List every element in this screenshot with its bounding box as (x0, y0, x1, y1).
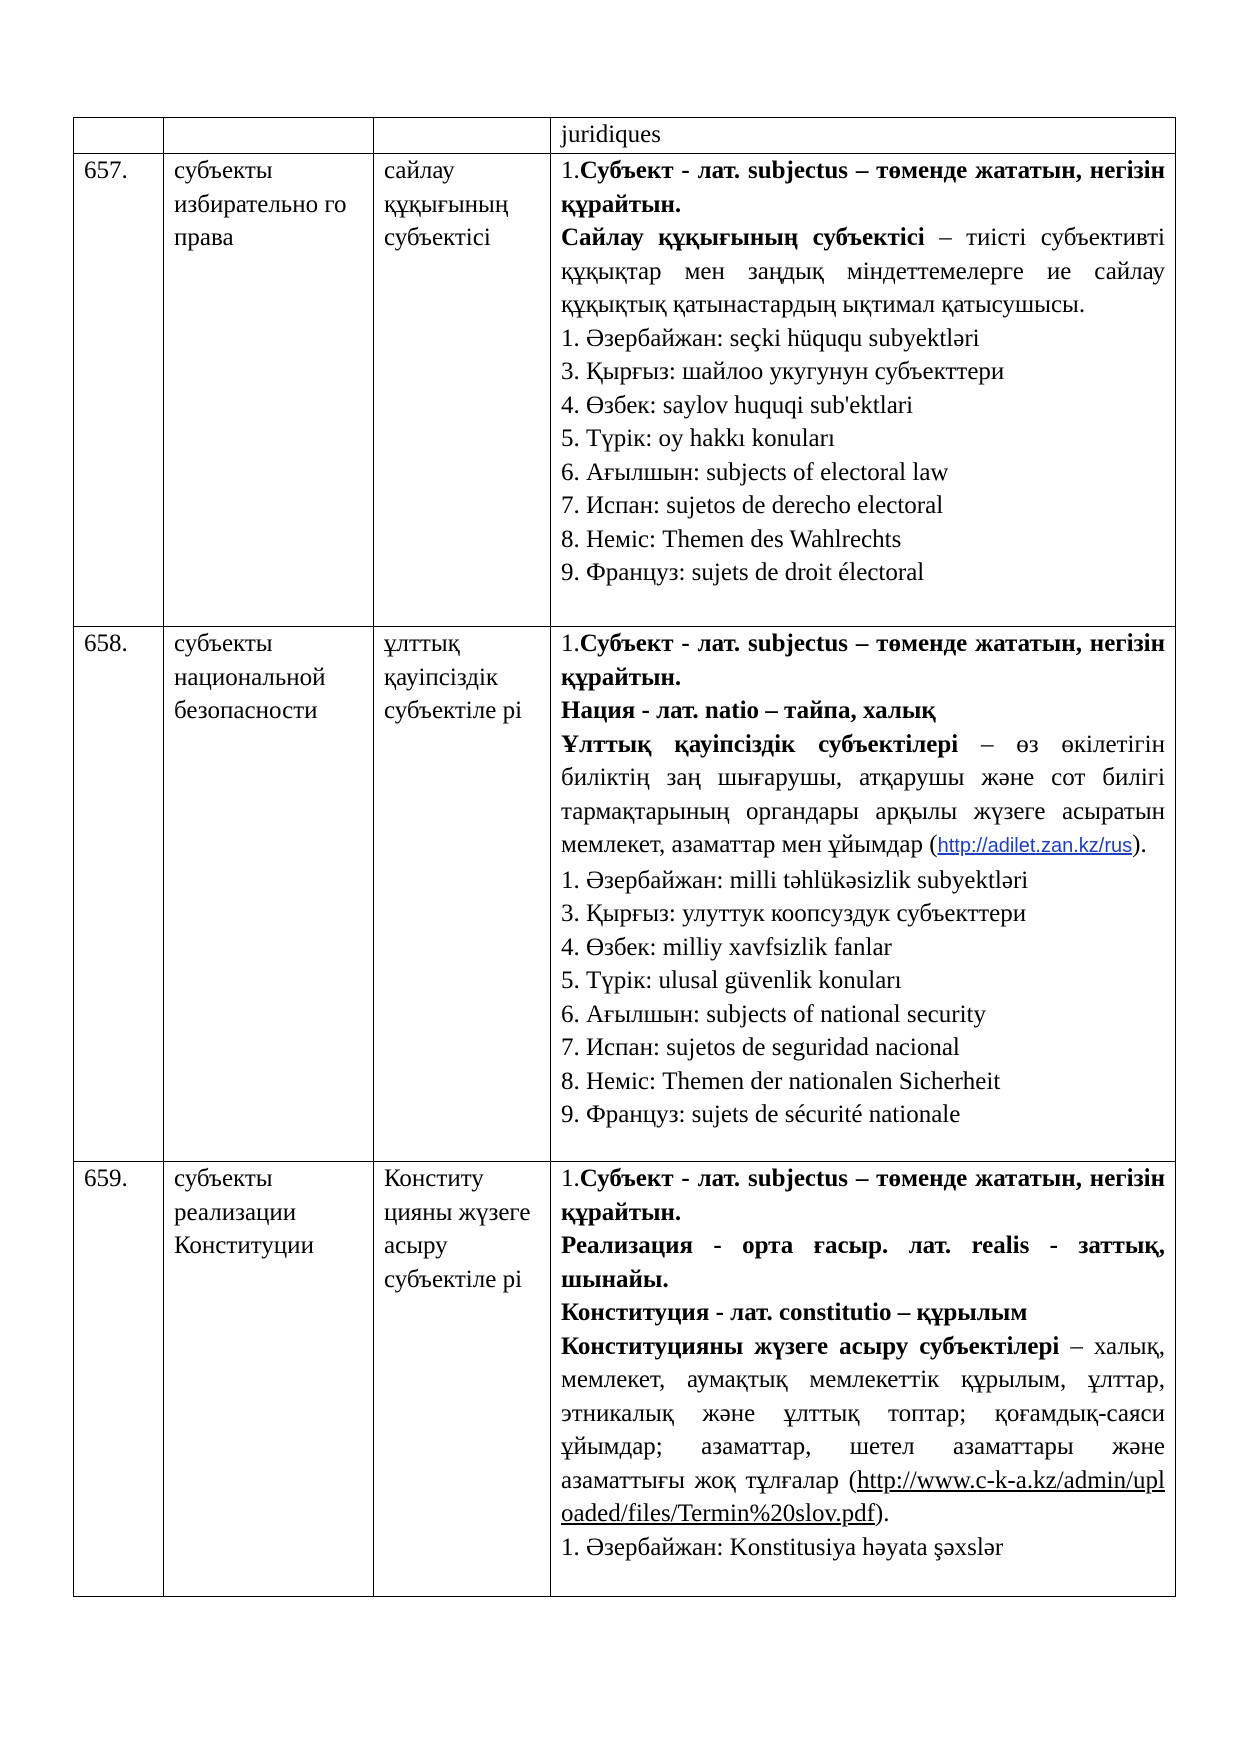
entry-number: 658. (74, 627, 164, 1162)
translation-line: 5. Түрік: oy hakkı konuları (561, 425, 835, 452)
translation-line: 7. Испан: sujetos de derecho electoral (561, 492, 944, 519)
translation-line: 9. Француз: sujets de sécurité nationale (561, 1101, 961, 1128)
kazakh-term (374, 118, 551, 154)
entry-number: 659. (74, 1162, 164, 1597)
translation-line: 9. Француз: sujets de droit électoral (561, 559, 925, 586)
glossary-table (73, 117, 1176, 1597)
russian-term: субъекты национальной безопасности (164, 627, 374, 1162)
source-link[interactable]: http://www.c-k-a.kz/admin/uploaded/files/Termin%20slov.pdf (561, 1466, 1165, 1527)
definition-cell (551, 1162, 1176, 1597)
table-row (74, 154, 1176, 627)
kazakh-term: сайлау құқығының субъектісі (374, 154, 551, 627)
russian-term (164, 118, 374, 154)
translation-line: 6. Ағылшын: subjects of national security (561, 1000, 986, 1028)
translation-line: 8. Неміс: Themen des Wahlrechts (561, 525, 902, 553)
translation-line: juridiques (561, 121, 661, 148)
definition-cell (551, 627, 1176, 1162)
translation-line: 5. Түрік: ulusal güvenlik konuları (561, 967, 902, 994)
etymology-line: 1.Субъект - лат. subjectus – төменде жататын, негізін құрайтын. (561, 157, 1165, 218)
russian-term: субъекты реализации Конституции (164, 1162, 374, 1597)
term-definition: Ұлттық қауіпсіздік субъектілері – өз өкілетігін биліктің заң шығарушы, атқарушы және сот билігі тармақтарының органдары арқылы жүзеге асыратын мемлекет, азаматтар мен ұйымдар (http://adilet.zan.kz/rus). (561, 730, 1165, 858)
definition-cell (551, 118, 1176, 154)
translation-list (561, 1531, 1165, 1565)
etymology-line: Конституция - лат. constitutio – құрылым (561, 1299, 1028, 1326)
translation-line: 4. Өзбек: saylov huquqi sub'ektlari (561, 391, 914, 419)
translation-list (561, 322, 1165, 590)
etymology-line: 1.Субъект - лат. subjectus – төменде жататын, негізін құрайтын. (561, 630, 1165, 691)
etymology-line: Реализация - орта ғасыр. лат. realis - заттық, шынайы. (561, 1232, 1165, 1293)
russian-term: субъекты избирательно го права (164, 154, 374, 627)
definition-cell (551, 154, 1176, 627)
translation-line: 4. Өзбек: milliy xavfsizlik fanlar (561, 933, 892, 961)
table-row (74, 118, 1176, 154)
translation-line: 1. Әзербайжан: milli təhlükəsizlik subyektləri (561, 866, 1029, 894)
term-definition: Сайлау құқығының субъектісі – тиісті субъективті құқықтар мен заңдық міндеттемелерге ие сайлау құқықтық қатынастардың ықтимал қатысушысы. (561, 224, 1165, 318)
table-row (74, 627, 1176, 1162)
translation-line: 6. Ағылшын: subjects of electoral law (561, 458, 949, 486)
entry-number: 657. (74, 154, 164, 627)
table-row (74, 1162, 1176, 1597)
entry-number (74, 118, 164, 154)
translation-line: 1. Әзербайжан: seçki hüququ subyektləri (561, 324, 980, 352)
translation-list (561, 864, 1165, 1132)
kazakh-term: Конститу цияны жүзеге асыру субъектіле рі (374, 1162, 551, 1597)
etymology-line: Нация - лат. natio – тайпа, халық (561, 697, 936, 724)
translation-line: 3. Қырғыз: улуттук коопсуздук субъекттери (561, 900, 1027, 927)
term-definition: Конституцияны жүзеге асыру субъектілері – халық, мемлекет, аумақтық мемлекеттік құрылым, ұлттар, этникалық және ұлттық топтар; қоғамдық-саяси ұйымдар; азаматтар, шетел азаматтары және азаматтығы жоқ тұлғалар (http://www.c-k-a.kz/admin/uploaded/files/Termin%20slov.pdf). (561, 1332, 1166, 1527)
translation-line: 7. Испан: sujetos de seguridad nacional (561, 1034, 960, 1061)
translation-line: 3. Қырғыз: шайлоо укугунун субъекттери (561, 358, 1005, 385)
translation-line: 1. Әзербайжан: Konstitusiya həyata şəxslər (561, 1533, 1004, 1561)
kazakh-term: ұлттық қауіпсіздік субъектіле рі (374, 627, 551, 1162)
translation-line: 8. Неміс: Themen der nationalen Sicherheit (561, 1067, 1001, 1095)
source-link[interactable]: http://adilet.zan.kz/rus (937, 835, 1133, 857)
etymology-line: 1.Субъект - лат. subjectus – төменде жататын, негізін құрайтын. (561, 1165, 1165, 1226)
